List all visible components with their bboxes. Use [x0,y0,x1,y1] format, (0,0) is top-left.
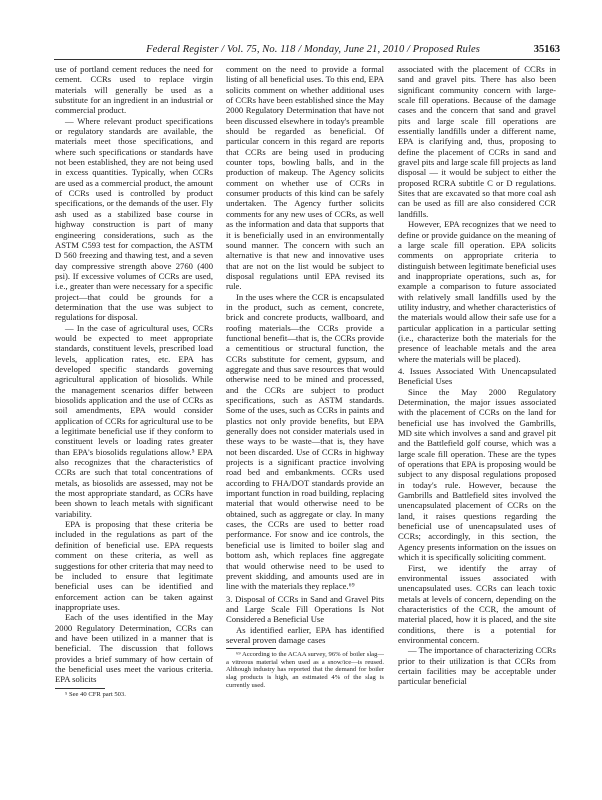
header-citation: Federal Register / Vol. 75, No. 118 / Monday, June 21, 2010 / Proposed Rules [146,44,480,55]
paragraph: — Where relevant product specifications or regulatory standards are available, the materials meet those specifications, and where such specifications or standards have not been established, they are not being used in excess quantities. Typically, when CCRs are used as a commercial product, the amount of CCRs used is controlled by product specifications, or the demands of the user. Fly ash used as a stabilized base course in highway construction is part of many engineering considerations, such as the ASTM C593 test for compaction, the ASTM D 560 freezing and thawing test, and a seven day compressive strength above 2760 (400 psi). If excessive volumes of CCRs are used, i.e., greater than were necessary for a specific project—that could be grounds for a determination that the use was subject to regulations for disposal. [55,115,213,323]
footnote-rule [55,688,105,689]
paragraph: In the uses where the CCR is encapsulated in the product, such as cement, concrete, brick and concrete products, wallboard, and roofing materials—the CCRs provide a functional benefit—that is, the CCRs provide a cementitious or structural function, the CCRs substitute for cement, gypsum, and aggregate and thus save resources that would otherwise need to be mined and processed, and the CCRs are subject to product specifications, such as ASTM standards. Some of the uses, such as CCRs in paints and plastics not only provide benefits, but EPA generally does not consider materials used in these ways to be waste—that is, they have not been discarded. Use of CCRs in highway projects is a significant practice involving road bed and embankments. CCRs used according to FHA/DOT standards provide an important function in road building, replacing material that would otherwise need to be obtained, such as aggregate or clay. In many cases, the CCRs are used to better road performance. For snow and ice controls, the beneficial use is limited to boiler slag and bottom ash, which replaces fine aggregate that would otherwise need to be used to prevent skidding, and amounts used are in line with the materials they replace.⁶⁹ [226,291,384,592]
column-1 [55,64,213,698]
footnote: ⁵ See 40 CFR part 503. [65,690,126,698]
page-header [0,44,560,58]
paragraph: — The importance of characterizing CCRs prior to their utilization is that CCRs from certain facilities may be acceptable under particular beneficial [398,645,556,687]
header-rule [54,59,560,60]
paragraph: use of portland cement reduces the need for cement. CCRs used to replace virgin materials will generally be used as a substitute for an ingredient in an industrial or commercial product. [55,64,213,116]
footnote: ⁶⁹ According to the ACAA survey, 96% of boiler slag—a vitreous material when used as a snow/ice—is reused. Although industry has reported that the demand for boiler slag products is high, an estimated 4% of the slag is currently used. [226,651,384,689]
paragraph: — In the case of agricultural uses, CCRs would be expected to meet appropriate standards, constituent levels, prescribed load levels, application rates, etc. EPA has developed specific standards governing agricultural application of biosolids. While the management scenarios differ between biosolids application and the use of CCRs as soil amendments, EPA would consider application of CCRs for agricultural use to be a legitimate beneficial use if they conform to constituent levels or loading rates greater than EPA's biosolids regulations allow.⁵ EPA also recognizes that the characteristics of CCRs are such that total concentrations of metals, as biosolids are assessed, may not be the most appropriate standard, as CCRs have been shown to leach metals with significant variability. [55,322,213,519]
page-number: 35163 [533,44,560,55]
paragraph: associated with the placement of CCRs in sand and gravel pits. There has also been significant community concern with large-scale fill operations. Because of the damage cases and the concern that sand and gravel pits and large scale fill operations are essentially landfills under a different name, EPA is clarifying and, thus, proposing to define the placement of CCRs in sand and gravel pits and large scale fill projects as land disposal — it would be subject to either the proposed RCRA subtitle C or D regulations. Sites that are excavated so that more coal ash can be used as fill are also considered CCR landfills. [398,64,556,219]
paragraph: However, EPA recognizes that we need to define or provide guidance on the meaning of a large scale fill operation. EPA solicits comments on appropriate criteria to distinguish between legitimate beneficial uses and inappropriate operations, such as, for example a comparison to future associated with relatively small landfills used by the utility industry, and whether characteristics of the materials would allow their safe use for a particular application in a particular setting (i.e., characterize both the materials for the presence of leachable metals and the area where the materials will be placed). [398,219,556,364]
paragraph: EPA is proposing that these criteria be included in the regulations as part of the definition of beneficial use. EPA requests comment on these criteria, as well as suggestions for other criteria that may need to be included to ensure that legitimate beneficial uses can be identified and enforcement action can be taken against inappropriate uses. [55,519,213,612]
section-heading: 4. Issues Associated With Unencapsulated Beneficial Uses [398,365,556,387]
paragraph: comment on the need to provide a formal listing of all beneficial uses. To this end, EPA solicits comment on whether additional uses of CCRs have been established since the May 2000 Regulatory Determination that have not been discussed elsewhere in today's preamble should be regarded as beneficial. Of particular concern in this regard are reports that CCRs are being used in producing counter tops, bowling balls, and in the production of makeup. The Agency solicits comment on whether use of CCRs in consumer products of this kind can be safely undertaken. The Agency further solicits comments for any new uses of CCRs, as well as the information and data that supports that it is beneficially used in an environmentally sound manner. The concern with such an alternative is that new and innovative uses that are not on the list would be subject to disposal regulations until EPA revised its rule. [226,64,384,292]
column-2 [226,64,384,689]
footnote-rule [226,648,276,649]
column-3 [398,64,556,687]
paragraph: As identified earlier, EPA has identified several proven damage cases [226,624,384,645]
paragraph: First, we identify the array of environmental issues associated with unencapsulated uses. CCRs can leach toxic metals at levels of concern, depending on the characteristics of the CCR, the amount of material placed, how it is placed, and the site conditions, there is a potential for environmental concern. [398,562,556,645]
paragraph: Each of the uses identified in the May 2000 Regulatory Determination, CCRs can and have been utilized in a manner that is beneficial. The discussion that follows provides a brief summary of how certain of the beneficial uses meet the various criteria. EPA solicits [55,612,213,685]
section-heading: 3. Disposal of CCRs in Sand and Gravel Pits and Large Scale Fill Operations Is Not Considered a Beneficial Use [226,593,384,625]
paragraph: Since the May 2000 Regulatory Determination, the major issues associated with the placement of CCRs on the land for beneficial use has involved the Gambrills, MD site which involves a sand and gravel pit and the Battlefield golf course, which was a large scale fill operation. These are the types of operations that EPA is proposing would be subject to any disposal regulations proposed in today's rule. However, because the Gambrills and Battlefield sites involved the unencapsulated placement of CCRs on the land, it raises questions regarding the beneficial use of unencapsulated uses of CCRs; accordingly, in this section, the Agency presents information on the issues on which it is specifically soliciting comment. [398,386,556,563]
